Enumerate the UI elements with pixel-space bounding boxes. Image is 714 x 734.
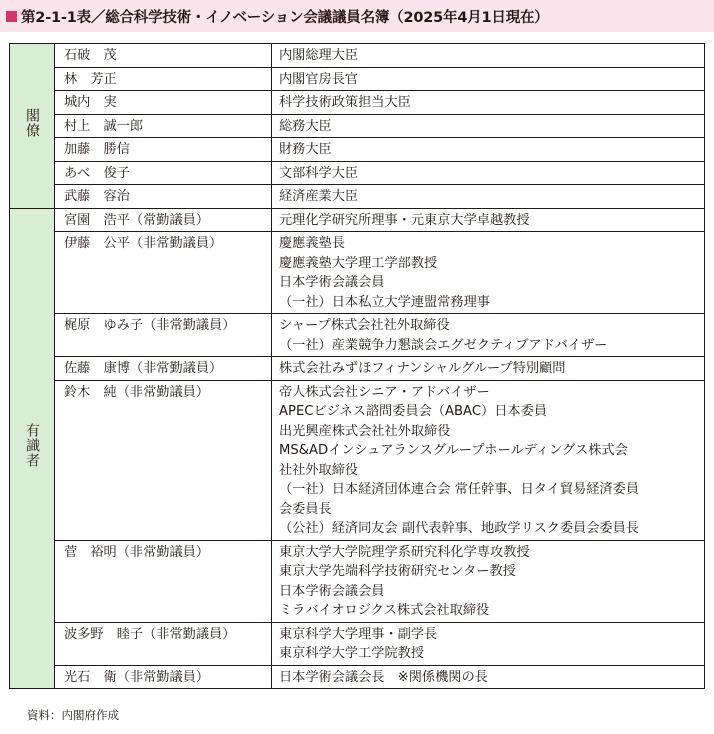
role-line: 内閣総理大臣 bbox=[279, 48, 359, 63]
table-row bbox=[10, 665, 705, 689]
table-row bbox=[10, 161, 705, 185]
role-line: 慶應義塾長 bbox=[279, 236, 345, 251]
member-roles bbox=[272, 540, 705, 622]
member-name: 城内 実 bbox=[55, 91, 272, 115]
table-row bbox=[10, 67, 705, 91]
member-roles bbox=[272, 314, 705, 357]
source-note: 資料：内閣府作成 bbox=[27, 708, 119, 722]
member-name: 石破 茂 bbox=[55, 44, 272, 68]
role-line: 元理化学研究所理事・元東京大学卓越教授 bbox=[279, 212, 530, 228]
role-line: 帝人株式会社シニア・アドバイザー bbox=[279, 384, 490, 400]
table-row bbox=[10, 185, 705, 209]
table-row bbox=[10, 540, 705, 622]
member-name: 菅 裕明（非常勤議員） bbox=[55, 540, 272, 622]
table-row bbox=[10, 232, 705, 314]
table-row bbox=[10, 380, 705, 540]
member-name: 武藤 容治 bbox=[55, 185, 272, 209]
member-name: 林 芳正 bbox=[55, 67, 272, 91]
role-line: MS&ADインシュアランスグループホールディングス株式会 bbox=[279, 443, 628, 458]
role-line: （一社）日本私立大学連盟常務理事 bbox=[279, 294, 490, 310]
role-line: 経済産業大臣 bbox=[279, 189, 359, 204]
table-row bbox=[10, 114, 705, 138]
member-table bbox=[9, 43, 705, 689]
member-roles bbox=[272, 232, 705, 314]
role-line: 社社外取締役 bbox=[279, 462, 359, 478]
member-name: 伊藤 公平（非常勤議員） bbox=[55, 232, 272, 314]
member-rows bbox=[10, 44, 705, 689]
member-roles bbox=[272, 161, 705, 185]
role-line: 株式会社みずほフィナンシャルグループ特別顧問 bbox=[279, 361, 566, 376]
role-line: 出光興産株式会社社外取締役 bbox=[279, 423, 451, 439]
member-roles bbox=[272, 185, 705, 209]
role-line: 東京大学先端科学技術研究センター教授 bbox=[279, 564, 516, 579]
title-marker-icon bbox=[6, 11, 17, 22]
role-line: 会委員長 bbox=[279, 501, 332, 517]
group-label: 有識者 bbox=[24, 422, 40, 468]
member-name: 梶原 ゆみ子（非常勤議員） bbox=[55, 314, 272, 357]
member-name: 波多野 睦子（非常勤議員） bbox=[55, 622, 272, 665]
role-line: 内閣官房長官 bbox=[279, 71, 359, 87]
role-line: 東京大学大学院理学系研究科化学専攻教授 bbox=[279, 544, 530, 560]
member-roles bbox=[272, 665, 705, 689]
title-bar bbox=[0, 0, 714, 32]
table-row bbox=[10, 357, 705, 381]
table-row bbox=[10, 208, 705, 232]
role-line: （公社）経済同友会 副代表幹事、地政学リスク委員会委員長 bbox=[279, 521, 639, 536]
table-row bbox=[10, 44, 705, 68]
table-row bbox=[10, 91, 705, 115]
role-line: 文部科学大臣 bbox=[279, 165, 359, 181]
role-line: 東京科学大学理事・副学長 bbox=[279, 626, 438, 642]
table-row bbox=[10, 622, 705, 665]
member-name: 光石 衛（非常勤議員） bbox=[55, 665, 272, 689]
group-cabinet bbox=[10, 44, 55, 209]
role-line: APECビジネス諮問委員会（ABAC）日本委員 bbox=[279, 404, 547, 419]
role-line: 日本学術会議会員 bbox=[279, 583, 385, 599]
member-name: あべ 俊子 bbox=[55, 161, 272, 185]
member-roles bbox=[272, 622, 705, 665]
role-line: 総務大臣 bbox=[279, 118, 332, 134]
member-roles bbox=[272, 67, 705, 91]
group-label: 閣僚 bbox=[24, 107, 40, 138]
role-line: 東京科学大学工学院教授 bbox=[279, 646, 425, 661]
member-name: 村上 誠一郎 bbox=[55, 114, 272, 138]
member-roles bbox=[272, 114, 705, 138]
role-line: 財務大臣 bbox=[279, 142, 332, 157]
member-roles bbox=[272, 91, 705, 115]
member-name: 佐藤 康博（非常勤議員） bbox=[55, 357, 272, 381]
role-line: シャープ株式会社社外取締役 bbox=[279, 318, 450, 333]
table-row bbox=[10, 138, 705, 162]
member-roles bbox=[272, 357, 705, 381]
member-roles bbox=[272, 44, 705, 68]
member-roles bbox=[272, 208, 705, 232]
group-experts bbox=[10, 208, 55, 689]
member-name: 鈴木 純（非常勤議員） bbox=[55, 380, 272, 540]
role-line: 科学技術政策担当大臣 bbox=[279, 95, 411, 110]
role-line: （一社）産業競争力懇談会エグゼクティブアドバイザー bbox=[279, 337, 608, 353]
member-roles bbox=[272, 138, 705, 162]
member-name: 宮園 浩平（常勤議員） bbox=[55, 208, 272, 232]
role-line: 日本学術会議会員 bbox=[279, 275, 385, 290]
role-line: 日本学術会議会長 ※関係機関の長 bbox=[279, 669, 488, 685]
role-line: 慶應義塾大学理工学部教授 bbox=[279, 255, 438, 271]
table-row bbox=[10, 314, 705, 357]
role-line: （一社）日本経済団体連合会 常任幹事、日タイ貿易経済委員 bbox=[279, 482, 639, 497]
table-title: 第2-1-1表／総合科学技術・イノベーション会議議員名簿（2025年4月1日現在） bbox=[21, 9, 549, 26]
member-name: 加藤 勝信 bbox=[55, 138, 272, 162]
member-roles bbox=[272, 380, 705, 540]
role-line: ミラバイオロジクス株式会社取締役 bbox=[279, 603, 490, 618]
